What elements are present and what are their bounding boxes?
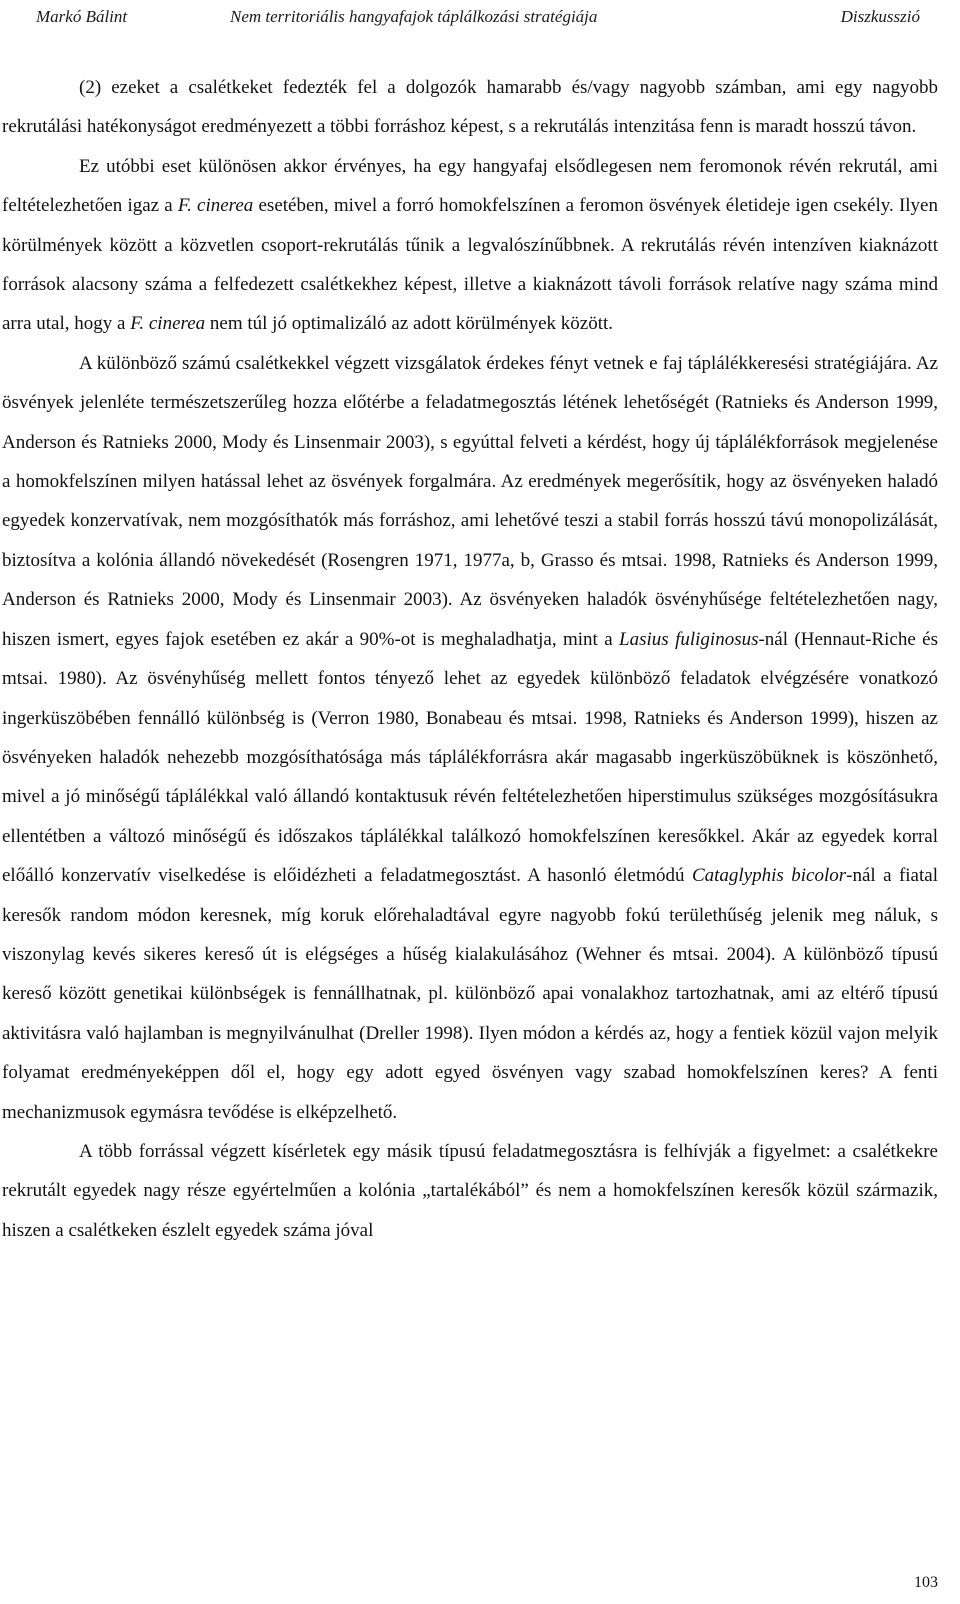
text-run: A különböző számú csalétkekkel végzett vizsgálatok érdekes fényt vetnek e faj táplálékkeresési stratégiájára. Az ösvények jelenléte természetszerűleg hozza előtérbe a feladatmegosztás létének lehetőségét (Ratnieks és Anderson 1999, Anderson és Ratnieks 2000, Mody és Linsenmair 2003), s egyúttal felveti a kérdést, hogy új táplálékforrások megjelenése a homokfelszínen milyen hatással lehet az ösvények forgalmára. Az eredmények megerősítik, hogy az ösvényeken haladó egyedek konzervatívak, nem mozgósíthatók más forráshoz, ami lehetővé teszi a stabil forrás hosszú távú monopolizálását, biztosítva a kolónia állandó növekedését (Rosengren 1971, 1977a, b, Grasso és mtsai. 1998, Ratnieks és Anderson 1999, Anderson és Ratnieks 2000, Mody és Linsenmair 2003). Az ösvényeken haladók ösvényhűsége feltételezhetően nagy, hiszen ismert, egyes fajok esetében ez akár a 90%-ot is meghaladhatja, mint a (2, 352, 938, 650)
paragraph (2, 68, 938, 147)
header-title: Nem territoriális hangyafajok táplálkozási stratégiája (230, 7, 598, 26)
text-run: nem túl jó optimalizáló az adott körülmények között. (205, 313, 614, 335)
species-name: F. cinerea (130, 313, 206, 335)
text-run: esetében, mivel a forró homokfelszínen a feromon ösvények életideje igen csekély. Ilyen körülmények között a közvetlen csoport-rekrutálás tűnik a legvalószínűbbnek. A rekrutálás révén intenzíven kiaknázott források alacsony száma a felfedezett csalétkekhez képest, illetve a kiaknázott távoli források relatíve nagy száma mind arra utal, hogy a (2, 195, 938, 335)
text-run: A több forrással végzett kísérletek egy másik típusú feladatmegosztásra is felhívják a figyelmet: a csalétkekre rekrutált egyedek nagy része egyértelműen a kolónia „tartalékából” és nem a homokfelszínen keresők közül származik, hiszen a csalétkeken észlelt egyedek száma jóval (2, 1140, 938, 1241)
paragraph (2, 344, 938, 1132)
paragraph (2, 1132, 938, 1250)
text-run: (2) ezeket a csalétkeket fedezték fel a dolgozók hamarabb és/vagy nagyobb számban, ami egy nagyobb rekrutálási hatékonyságot eredményezett a többi forráshoz képest, s a rekrutálás intenzitása fenn is maradt hosszú távon. (2, 77, 938, 138)
running-header (0, 0, 960, 34)
text-run: -nál a fiatal keresők random módon keresnek, míg koruk előrehaladtával egyre nagyobb fokú területhűség jelenik meg náluk, s viszonylag kevés sikeres kereső út is elégséges a hűség kialakulásához (Wehner és mtsai. 2004). A különböző típusú kereső között genetikai különbségek is fennállhatnak, pl. különböző apai vonalakhoz tartozhatnak, ami az eltérő típusú aktivitásra való hajlamban is megnyilvánulhat (Dreller 1998). Ilyen módon a kérdés az, hogy a fentiek közül vajon melyik folyamat eredményeképpen dől el, hogy egy adott egyed ösvényen vagy szabad homokfelszínen keres? A fenti mechanizmusok egymásra tevődése is elképzelhető. (2, 865, 938, 1123)
species-name: Lasius fuliginosus (619, 628, 759, 650)
species-name: Cataglyphis bicolor (691, 865, 847, 887)
page-number: 103 (914, 1574, 938, 1591)
header-section: Diszkusszió (840, 7, 920, 26)
text-run: -nál (Hennaut-Riche és mtsai. 1980). Az ösvényhűség mellett fontos tényező lehet az egyedek különböző feladatok elvégzésére vonatkozó ingerküszöbében fennálló különbség is (Verron 1980, Bonabeau és mtsai. 1998, Ratnieks és Anderson 1999), hiszen az ösvényeken haladók nehezebb mozgósíthatósága más táplálékforrásra akár magasabb ingerküszöbüknek is köszönhető, mivel a jó minőségű táplálékkal való állandó kontaktusuk révén feltételezhetően hiperstimulus szükséges mozgósításukra ellentétben a változó minőségű és időszakos táplálékkal találkozó homokfelszínen keresőkkel. Akár az egyedek korral előálló konzervatív viselkedése is előidézheti a feladatmegosztást. A hasonló életmódú (2, 628, 938, 887)
body-text (2, 68, 938, 1250)
text-run: Ez utóbbi eset különösen akkor érvényes, ha egy hangyafaj elsődlegesen nem feromonok révén rekrutál, ami feltételezhetően igaz a (2, 155, 938, 217)
paragraph (2, 147, 938, 344)
species-name: F. cinerea (177, 195, 254, 217)
header-author: Markó Bálint (36, 7, 128, 26)
